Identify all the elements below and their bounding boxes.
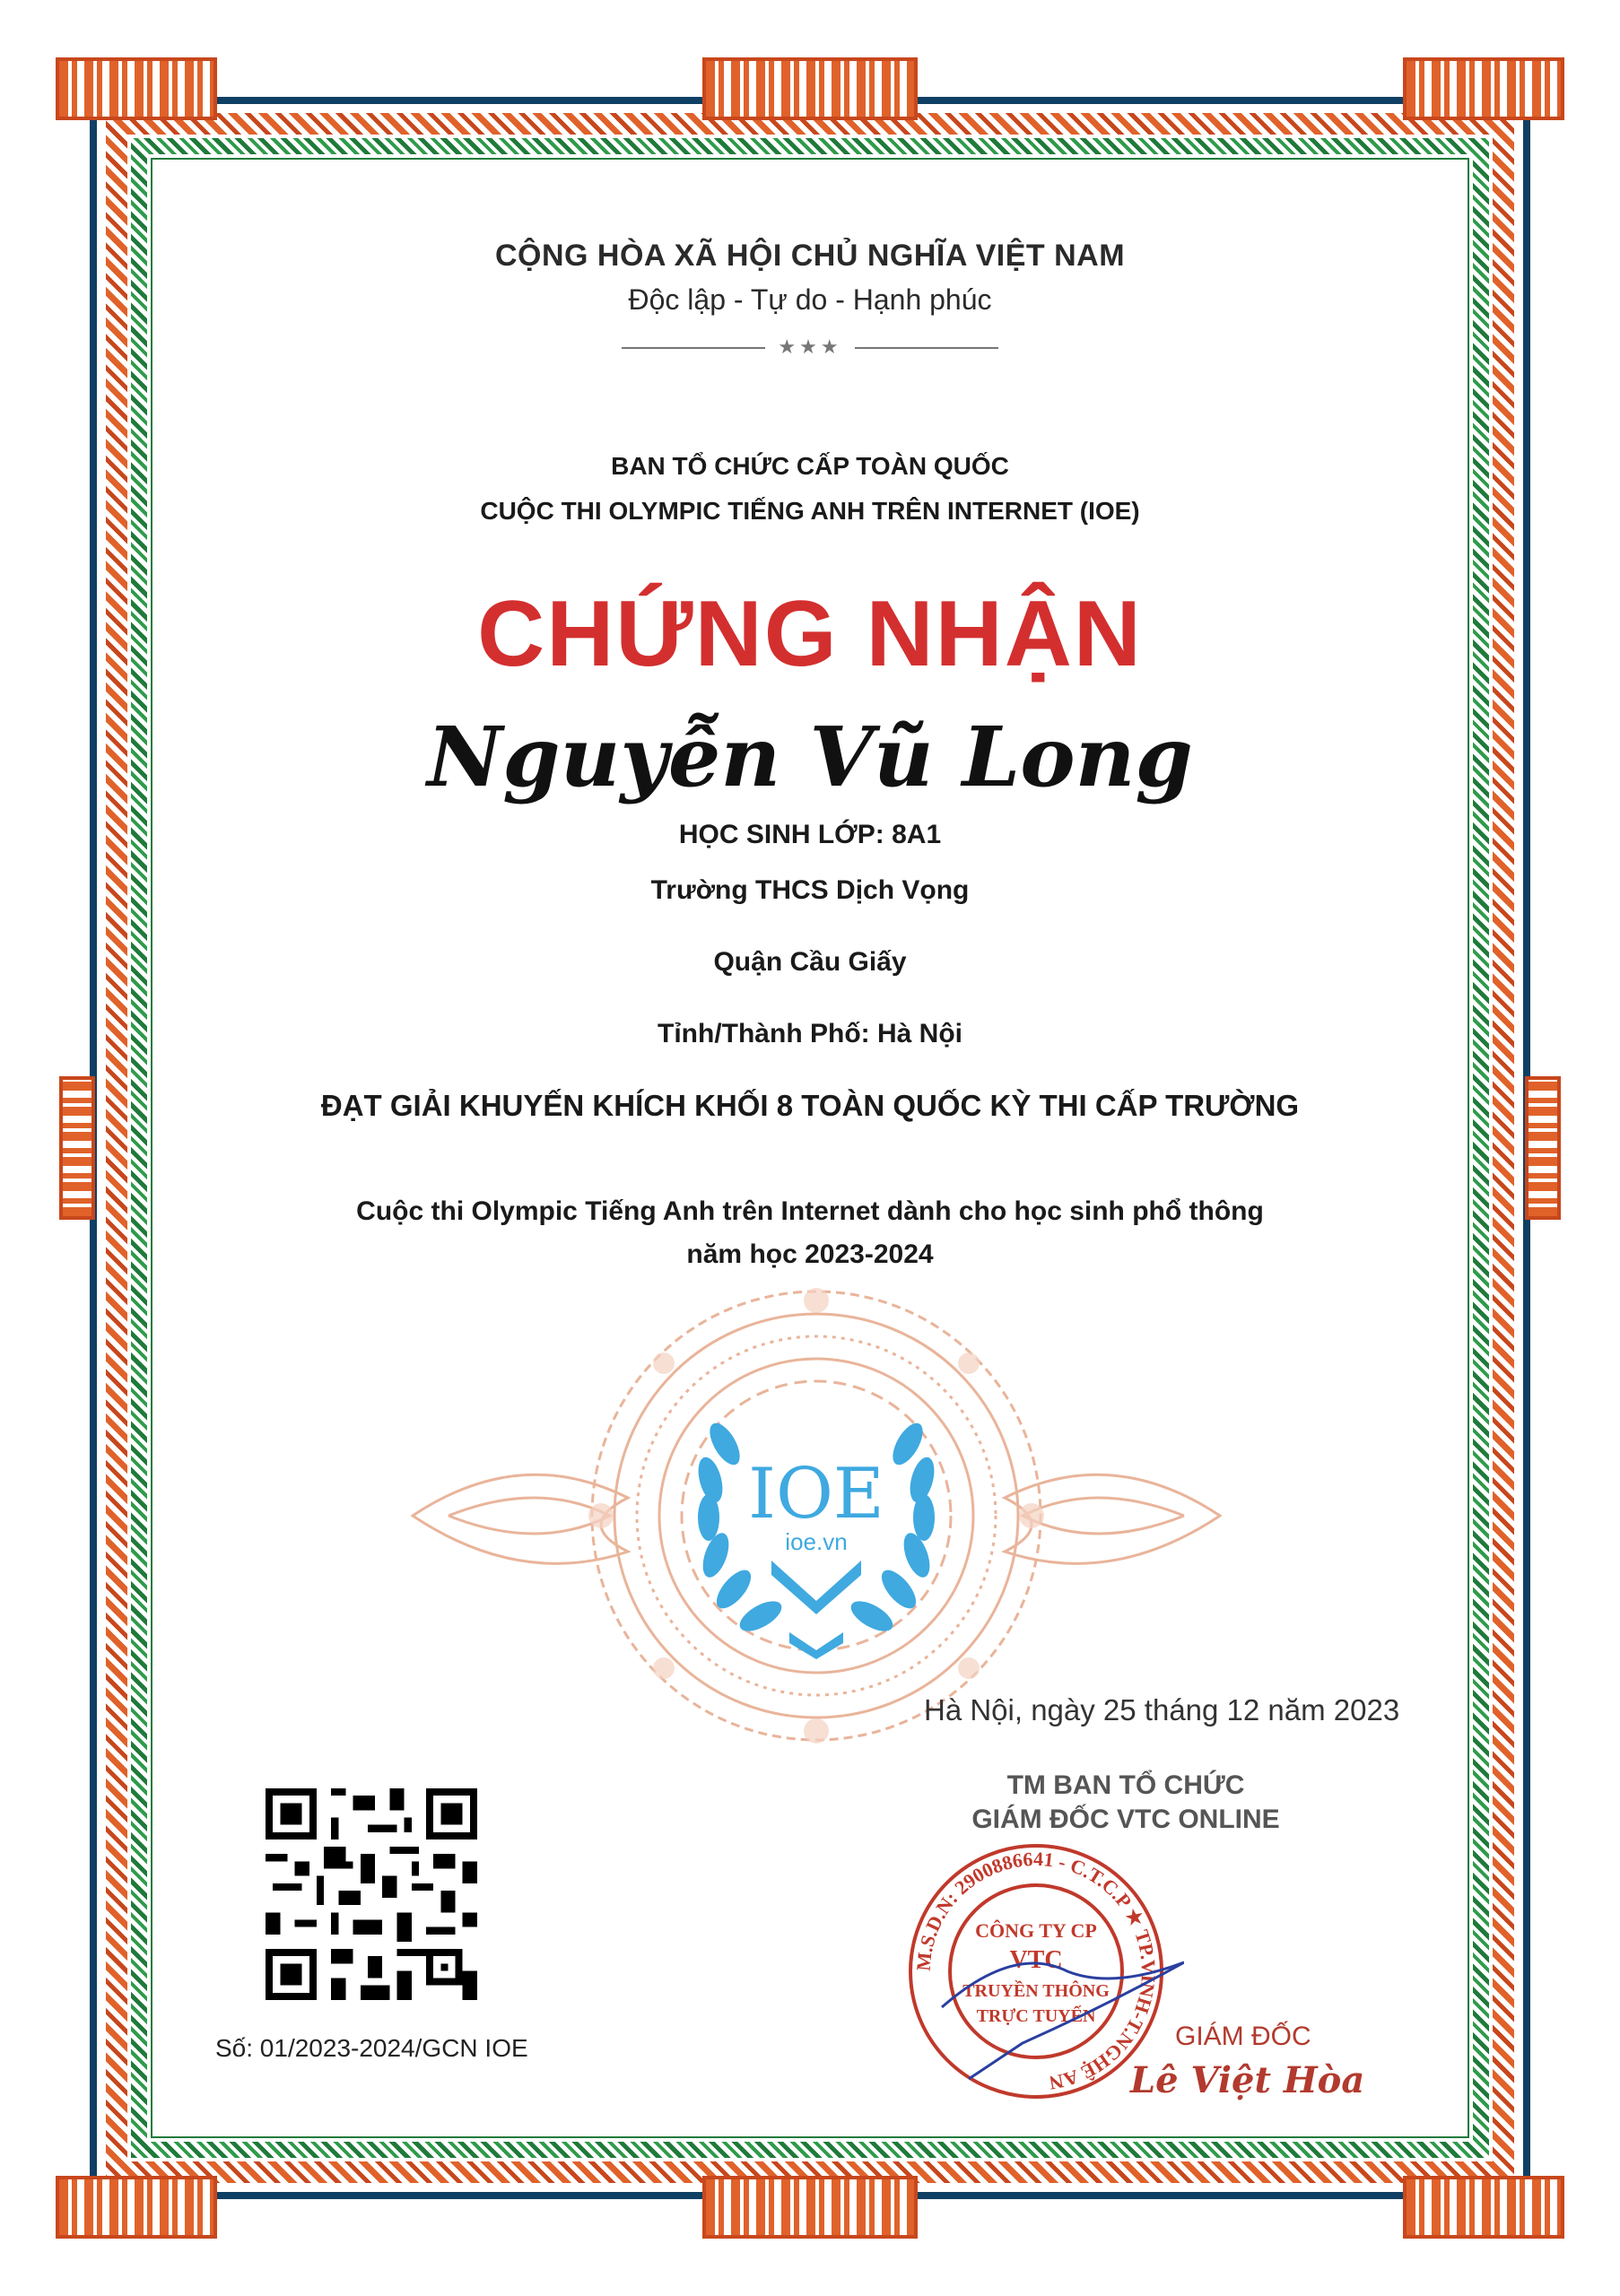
signature-org-line: TM BAN TỔ CHỨC: [1006, 1770, 1245, 1800]
director-title: GIÁM ĐỐC: [1175, 2022, 1311, 2051]
signature-title-line: GIÁM ĐỐC VTC ONLINE: [971, 1805, 1280, 1834]
class-line: HỌC SINH LỚP: 8A1: [678, 820, 942, 849]
ioe-emblem: [395, 1283, 1238, 1749]
award-line: ĐẠT GIẢI KHUYẾN KHÍCH KHỐI 8 TOÀN QUỐC KỲ THI CẤP TRƯỜNG: [320, 1089, 1300, 1122]
qr-code-icon: [266, 1788, 477, 2000]
corner-ornament-top-left: [56, 57, 217, 120]
district-line: Quận Cầu Giấy: [713, 947, 907, 977]
ioe-logo-text: IOE: [748, 1454, 884, 1535]
certificate-title: CHỨNG NHẬN: [477, 582, 1143, 686]
organizer-line-2: CUỘC THI OLYMPIC TIẾNG ANH TRÊN INTERNET (IOE): [480, 497, 1140, 525]
corner-ornament-top-right: [1403, 57, 1564, 120]
certificate-serial: Số: 01/2023-2024/GCN IOE: [215, 2034, 528, 2062]
school-line: Trường THCS Dịch Vọng: [650, 875, 970, 905]
star-icon: ★★★: [778, 335, 842, 358]
svg-text:M.S.D.N: 2900886641 - C.T.C.P: M.S.D.N: 2900886641 - C.T.C.P ★ TP.VINH-T.NGHỆ AN: [911, 1847, 1161, 2095]
svg-text:TRỰC TUYẾN: TRỰC TUYẾN: [976, 2006, 1096, 2026]
organizer-line-1: BAN TỔ CHỨC CẤP TOÀN QUỐC: [611, 452, 1009, 480]
ioe-logo-url: ioe.vn: [785, 1528, 848, 1555]
center-ornament-bottom: [702, 2176, 918, 2239]
contest-line-2: năm học 2023-2024: [686, 1239, 934, 1269]
corner-ornament-bottom-left: [56, 2176, 217, 2239]
province-line: Tỉnh/Thành Phố: Hà Nội: [658, 1019, 962, 1048]
corner-ornament-bottom-right: [1403, 2176, 1564, 2239]
nation-motto: Độc lập - Tự do - Hạnh phúc: [628, 283, 992, 316]
issue-date: Hà Nội, ngày 25 tháng 12 năm 2023: [924, 1693, 1400, 1726]
contest-line-1: Cuộc thi Olympic Tiếng Anh trên Internet dành cho học sinh phổ thông: [356, 1196, 1264, 1226]
recipient-name: Nguyễn Vũ Long: [427, 709, 1193, 805]
nation-title: CỘNG HÒA XÃ HỘI CHỦ NGHĨA VIỆT NAM: [494, 239, 1126, 273]
svg-text:TRUYỀN THÔNG: TRUYỀN THÔNG: [962, 1981, 1110, 2001]
svg-text:VTC: VTC: [1009, 1946, 1063, 1974]
header-divider: [622, 335, 998, 358]
svg-text:CÔNG TY CP: CÔNG TY CP: [975, 1919, 1097, 1942]
center-ornament-top: [702, 57, 918, 120]
director-name: Lê Việt Hòa: [1130, 2059, 1365, 2101]
